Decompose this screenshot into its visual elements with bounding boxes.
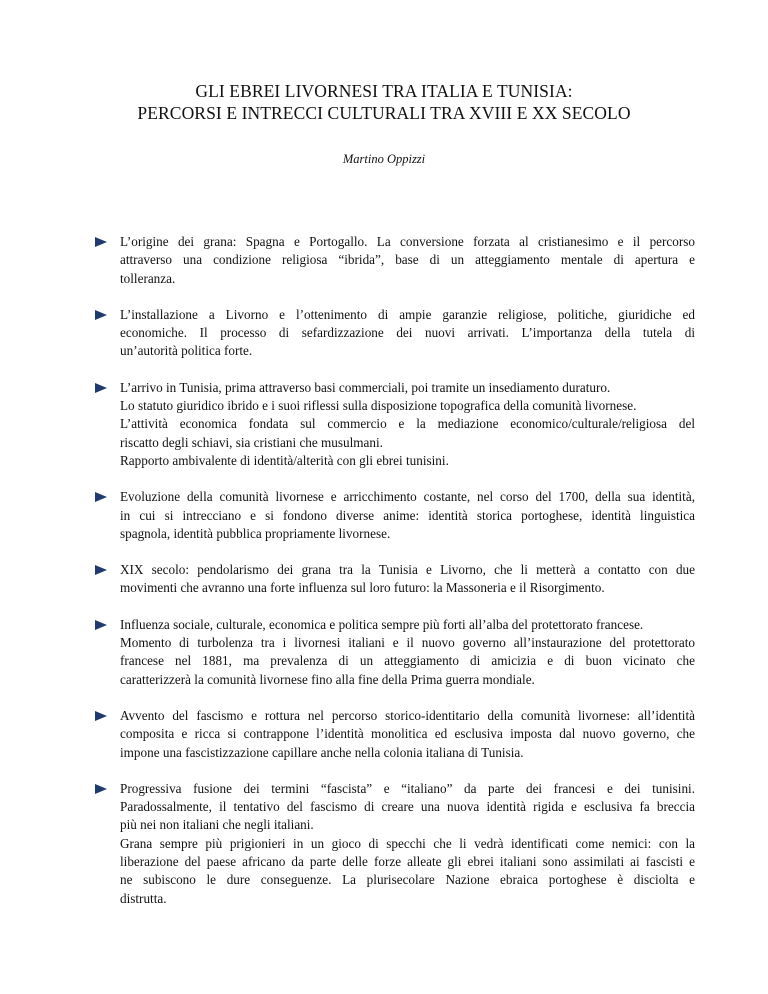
item-line: L’arrivo in Tunisia, prima attraverso basi commerciali, poi tramite un insediamento duraturo. — [120, 379, 611, 395]
bullet-arrow-icon — [95, 711, 107, 721]
bullet-arrow-icon — [95, 620, 107, 630]
item-line: Avvento del fascismo e rottura nel percorso storico-identitario della comunità livornese: all’identità — [120, 707, 695, 723]
item-line: francese nel 1881, ma prevalenza di un atteggiamento di amicizia e di buon vicinato che — [120, 653, 695, 669]
list-item — [0, 707, 768, 762]
item-line: in cui si intrecciano e si fondono diverse anime: identità storica portoghese, identità linguistica — [120, 507, 695, 523]
list-item — [0, 379, 768, 470]
list-item — [0, 561, 768, 598]
list-item — [0, 306, 768, 361]
item-line: Lo statuto giuridico ibrido e i suoi riflessi sulla disposizione topografica della comunità livornese. — [120, 398, 637, 414]
item-line: Evoluzione della comunità livornese e arricchimento costante, nel corso del 1700, della sua identità, — [120, 489, 695, 505]
item-line: XIX secolo: pendolarismo dei grana tra la Tunisia e Livorno, che li metterà a contatto con due — [120, 562, 695, 578]
list-item — [0, 780, 768, 908]
item-line: L’attività economica fondata sul commercio e la mediazione economico/culturale/religiosa del — [120, 416, 695, 432]
bullet-arrow-icon — [95, 784, 107, 794]
bullet-arrow-icon — [95, 492, 107, 502]
author-name: Martino Oppizzi — [342, 152, 426, 166]
item-line: attraverso una condizione religiosa “ibrida”, base di un atteggiamento mentale di apertura e — [120, 252, 695, 268]
list-item — [0, 616, 768, 689]
item-line: distrutta. — [120, 890, 167, 906]
title-line-2: PERCORSI E INTRECCI CULTURALI TRA XVIII E XX SECOLO — [137, 103, 631, 123]
item-line: Progressiva fusione dei termini “fascista” e “italiano” da parte dei francesi e dei tunisini. — [120, 780, 695, 796]
item-line: tolleranza. — [120, 270, 176, 286]
item-line: più nei non italiani che negli italiani. — [120, 817, 314, 833]
item-line: Paradossalmente, il tentativo del fascismo di creare una nuova identità rigida e esclusiva fa breccia — [120, 799, 695, 815]
item-line: impone una fascistizzazione capillare anche nella colonia italiana di Tunisia. — [120, 744, 524, 760]
list-item — [0, 233, 768, 288]
bullet-arrow-icon — [95, 310, 107, 320]
item-line: ne subiscono le dure conseguenze. La plurisecolare Nazione ebraica portoghese è disciolta e — [120, 872, 695, 888]
item-line: L’installazione a Livorno e l’ottenimento di ampie garanzie religiose, politiche, giuridiche ed — [120, 306, 695, 322]
item-line: Grana sempre più prigionieri in un gioco di specchi che li vedrà identificati come nemici: con la — [120, 835, 695, 851]
title-line-1: GLI EBREI LIVORNESI TRA ITALIA E TUNISIA: — [195, 81, 573, 101]
item-line: economiche. Il processo di sefardizzazione dei nuovi arrivati. L’importanza della tutela di — [120, 325, 695, 341]
item-line: spagnola, identità pubblica propriamente livornese. — [120, 525, 391, 541]
item-line: riscatto degli schiavi, sia cristiani che musulmani. — [120, 434, 383, 450]
bullet-arrow-icon — [95, 565, 107, 575]
item-line: movimenti che avranno una forte influenza sul loro futuro: la Massoneria e il Risorgimento. — [120, 580, 605, 596]
item-line: caratterizzerà la comunità livornese fino alla fine della Prima guerra mondiale. — [120, 671, 535, 687]
item-line: composita e ricca si contrappone l’identità monolitica ed esclusiva imposta dal nuovo governo, che — [120, 726, 695, 742]
bullet-list — [0, 233, 768, 926]
item-line: L’origine dei grana: Spagna e Portogallo. La conversione forzata al cristianesimo e il percorso — [120, 234, 695, 249]
bullet-arrow-icon — [95, 383, 107, 393]
document-title — [0, 80, 768, 124]
item-line: Momento di turbolenza tra i livornesi italiani e il nuovo governo all’instaurazione del protettorato — [120, 635, 695, 651]
bullet-arrow-icon — [95, 237, 107, 247]
item-line: Rapporto ambivalente di identità/alterità con gli ebrei tunisini. — [120, 452, 449, 468]
list-item — [0, 488, 768, 543]
item-line: liberazione del paese africano da parte delle forze alleate gli ebrei italiani sono assimilati ai fascisti e — [120, 854, 695, 870]
item-line: Influenza sociale, culturale, economica e politica sempre più forti all’alba del protettorato francese. — [120, 616, 644, 632]
item-line: un’autorità politica forte. — [120, 343, 253, 359]
